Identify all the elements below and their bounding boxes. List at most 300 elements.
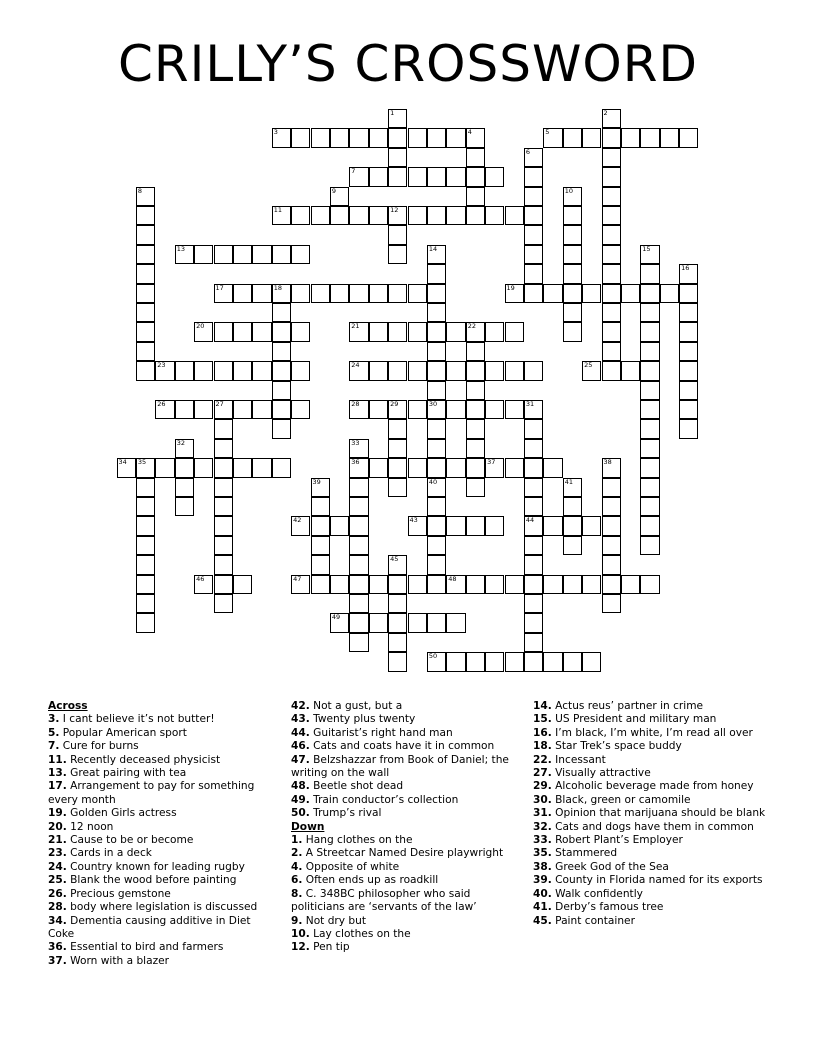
grid-cell[interactable]	[233, 575, 252, 594]
grid-cell[interactable]	[330, 516, 349, 535]
grid-cell[interactable]	[194, 322, 213, 341]
grid-cell[interactable]	[563, 187, 582, 206]
grid-cell[interactable]	[427, 497, 446, 516]
grid-cell[interactable]	[602, 303, 621, 322]
grid-cell[interactable]	[679, 264, 698, 283]
grid-cell[interactable]	[640, 419, 659, 438]
grid-cell[interactable]	[427, 458, 446, 477]
grid-cell[interactable]	[136, 361, 155, 380]
grid-cell[interactable]	[349, 575, 368, 594]
grid-cell[interactable]	[136, 206, 155, 225]
grid-cell[interactable]	[524, 225, 543, 244]
grid-cell[interactable]	[349, 497, 368, 516]
grid-cell[interactable]	[272, 342, 291, 361]
grid-cell[interactable]	[369, 128, 388, 147]
grid-cell[interactable]	[291, 128, 310, 147]
grid-cell[interactable]	[446, 167, 465, 186]
grid-cell[interactable]	[388, 148, 407, 167]
grid-cell[interactable]	[543, 575, 562, 594]
grid-cell[interactable]	[427, 652, 446, 671]
grid-cell[interactable]	[679, 342, 698, 361]
grid-cell[interactable]	[466, 652, 485, 671]
grid-cell[interactable]	[505, 652, 524, 671]
grid-cell[interactable]	[446, 516, 465, 535]
grid-cell[interactable]	[640, 264, 659, 283]
grid-cell[interactable]	[369, 361, 388, 380]
grid-cell[interactable]	[505, 206, 524, 225]
grid-cell[interactable]	[524, 439, 543, 458]
grid-cell[interactable]	[621, 128, 640, 147]
grid-cell[interactable]	[136, 536, 155, 555]
grid-cell[interactable]	[602, 206, 621, 225]
grid-cell[interactable]	[427, 206, 446, 225]
grid-cell[interactable]	[214, 245, 233, 264]
grid-cell[interactable]	[136, 516, 155, 535]
grid-cell[interactable]	[214, 516, 233, 535]
grid-cell[interactable]	[330, 284, 349, 303]
grid-cell[interactable]	[466, 478, 485, 497]
grid-cell[interactable]	[311, 478, 330, 497]
grid-cell[interactable]	[563, 264, 582, 283]
grid-cell[interactable]	[446, 322, 465, 341]
grid-cell[interactable]	[563, 322, 582, 341]
grid-cell[interactable]	[349, 167, 368, 186]
grid-cell[interactable]	[175, 361, 194, 380]
grid-cell[interactable]	[524, 400, 543, 419]
grid-cell[interactable]	[136, 284, 155, 303]
grid-cell[interactable]	[369, 167, 388, 186]
grid-cell[interactable]	[640, 361, 659, 380]
grid-cell[interactable]	[543, 284, 562, 303]
grid-cell[interactable]	[214, 458, 233, 477]
grid-cell[interactable]	[446, 652, 465, 671]
grid-cell[interactable]	[602, 322, 621, 341]
grid-cell[interactable]	[349, 400, 368, 419]
grid-cell[interactable]	[466, 419, 485, 438]
grid-cell[interactable]	[466, 187, 485, 206]
grid-cell[interactable]	[640, 381, 659, 400]
grid-cell[interactable]	[175, 245, 194, 264]
grid-cell[interactable]	[602, 167, 621, 186]
grid-cell[interactable]	[602, 342, 621, 361]
grid-cell[interactable]	[427, 167, 446, 186]
grid-cell[interactable]	[524, 361, 543, 380]
grid-cell[interactable]	[136, 264, 155, 283]
grid-cell[interactable]	[582, 516, 601, 535]
grid-cell[interactable]	[349, 478, 368, 497]
grid-cell[interactable]	[272, 322, 291, 341]
grid-cell[interactable]	[602, 187, 621, 206]
grid-cell[interactable]	[505, 284, 524, 303]
grid-cell[interactable]	[136, 342, 155, 361]
grid-cell[interactable]	[388, 361, 407, 380]
grid-cell[interactable]	[330, 613, 349, 632]
grid-cell[interactable]	[388, 478, 407, 497]
grid-cell[interactable]	[602, 225, 621, 244]
grid-cell[interactable]	[524, 419, 543, 438]
grid-cell[interactable]	[311, 497, 330, 516]
grid-cell[interactable]	[330, 206, 349, 225]
grid-cell[interactable]	[466, 148, 485, 167]
grid-cell[interactable]	[272, 245, 291, 264]
grid-cell[interactable]	[427, 400, 446, 419]
grid-cell[interactable]	[640, 322, 659, 341]
grid-cell[interactable]	[524, 478, 543, 497]
grid-cell[interactable]	[524, 633, 543, 652]
grid-cell[interactable]	[291, 400, 310, 419]
grid-cell[interactable]	[602, 148, 621, 167]
grid-cell[interactable]	[505, 361, 524, 380]
grid-cell[interactable]	[408, 458, 427, 477]
grid-cell[interactable]	[136, 225, 155, 244]
grid-cell[interactable]	[330, 187, 349, 206]
grid-cell[interactable]	[388, 284, 407, 303]
grid-cell[interactable]	[446, 128, 465, 147]
grid-cell[interactable]	[543, 516, 562, 535]
grid-cell[interactable]	[640, 575, 659, 594]
grid-cell[interactable]	[408, 516, 427, 535]
grid-cell[interactable]	[621, 284, 640, 303]
grid-cell[interactable]	[524, 516, 543, 535]
grid-cell[interactable]	[427, 439, 446, 458]
grid-cell[interactable]	[214, 536, 233, 555]
grid-cell[interactable]	[291, 284, 310, 303]
grid-cell[interactable]	[679, 284, 698, 303]
grid-cell[interactable]	[311, 206, 330, 225]
grid-cell[interactable]	[563, 303, 582, 322]
grid-cell[interactable]	[446, 400, 465, 419]
grid-cell[interactable]	[563, 497, 582, 516]
grid-cell[interactable]	[427, 575, 446, 594]
grid-cell[interactable]	[408, 322, 427, 341]
grid-cell[interactable]	[427, 284, 446, 303]
grid-cell[interactable]	[640, 536, 659, 555]
grid-cell[interactable]	[640, 516, 659, 535]
grid-cell[interactable]	[233, 245, 252, 264]
grid-cell[interactable]	[505, 458, 524, 477]
grid-cell[interactable]	[427, 613, 446, 632]
grid-cell[interactable]	[427, 555, 446, 574]
grid-cell[interactable]	[233, 284, 252, 303]
grid-cell[interactable]	[524, 167, 543, 186]
grid-cell[interactable]	[602, 458, 621, 477]
grid-cell[interactable]	[640, 342, 659, 361]
grid-cell[interactable]	[408, 613, 427, 632]
grid-cell[interactable]	[136, 245, 155, 264]
grid-cell[interactable]	[427, 128, 446, 147]
grid-cell[interactable]	[524, 575, 543, 594]
grid-cell[interactable]	[272, 381, 291, 400]
grid-cell[interactable]	[136, 458, 155, 477]
grid-cell[interactable]	[175, 439, 194, 458]
grid-cell[interactable]	[466, 167, 485, 186]
grid-cell[interactable]	[446, 458, 465, 477]
grid-cell[interactable]	[388, 206, 407, 225]
grid-cell[interactable]	[543, 458, 562, 477]
grid-cell[interactable]	[252, 361, 271, 380]
grid-cell[interactable]	[388, 419, 407, 438]
grid-cell[interactable]	[194, 575, 213, 594]
grid-cell[interactable]	[427, 245, 446, 264]
grid-cell[interactable]	[175, 497, 194, 516]
grid-cell[interactable]	[311, 128, 330, 147]
grid-cell[interactable]	[582, 652, 601, 671]
grid-cell[interactable]	[291, 361, 310, 380]
grid-cell[interactable]	[388, 400, 407, 419]
grid-cell[interactable]	[136, 303, 155, 322]
grid-cell[interactable]	[349, 361, 368, 380]
grid-cell[interactable]	[466, 322, 485, 341]
grid-cell[interactable]	[311, 536, 330, 555]
grid-cell[interactable]	[679, 419, 698, 438]
grid-cell[interactable]	[563, 206, 582, 225]
grid-cell[interactable]	[640, 303, 659, 322]
grid-cell[interactable]	[214, 439, 233, 458]
grid-cell[interactable]	[679, 303, 698, 322]
grid-cell[interactable]	[330, 128, 349, 147]
grid-cell[interactable]	[524, 536, 543, 555]
grid-cell[interactable]	[446, 613, 465, 632]
grid-cell[interactable]	[602, 284, 621, 303]
grid-cell[interactable]	[466, 381, 485, 400]
grid-cell[interactable]	[582, 284, 601, 303]
grid-cell[interactable]	[349, 594, 368, 613]
grid-cell[interactable]	[427, 342, 446, 361]
grid-cell[interactable]	[272, 303, 291, 322]
grid-cell[interactable]	[466, 516, 485, 535]
grid-cell[interactable]	[252, 400, 271, 419]
grid-cell[interactable]	[543, 652, 562, 671]
grid-cell[interactable]	[524, 652, 543, 671]
grid-cell[interactable]	[466, 400, 485, 419]
grid-cell[interactable]	[408, 400, 427, 419]
grid-cell[interactable]	[136, 478, 155, 497]
grid-cell[interactable]	[446, 206, 465, 225]
grid-cell[interactable]	[563, 128, 582, 147]
grid-cell[interactable]	[505, 575, 524, 594]
grid-cell[interactable]	[466, 575, 485, 594]
grid-cell[interactable]	[233, 458, 252, 477]
grid-cell[interactable]	[349, 284, 368, 303]
grid-cell[interactable]	[272, 419, 291, 438]
grid-cell[interactable]	[427, 303, 446, 322]
grid-cell[interactable]	[427, 478, 446, 497]
grid-cell[interactable]	[214, 284, 233, 303]
grid-cell[interactable]	[640, 478, 659, 497]
grid-cell[interactable]	[543, 128, 562, 147]
grid-cell[interactable]	[679, 322, 698, 341]
grid-cell[interactable]	[214, 555, 233, 574]
grid-cell[interactable]	[485, 458, 504, 477]
grid-cell[interactable]	[214, 400, 233, 419]
grid-cell[interactable]	[640, 439, 659, 458]
grid-cell[interactable]	[602, 575, 621, 594]
grid-cell[interactable]	[621, 575, 640, 594]
grid-cell[interactable]	[233, 361, 252, 380]
grid-cell[interactable]	[311, 284, 330, 303]
grid-cell[interactable]	[194, 245, 213, 264]
grid-cell[interactable]	[427, 322, 446, 341]
grid-cell[interactable]	[602, 536, 621, 555]
grid-cell[interactable]	[194, 400, 213, 419]
grid-cell[interactable]	[272, 458, 291, 477]
grid-cell[interactable]	[349, 206, 368, 225]
grid-cell[interactable]	[175, 400, 194, 419]
grid-cell[interactable]	[427, 361, 446, 380]
grid-cell[interactable]	[349, 128, 368, 147]
grid-cell[interactable]	[136, 594, 155, 613]
grid-cell[interactable]	[155, 458, 174, 477]
grid-cell[interactable]	[427, 419, 446, 438]
grid-cell[interactable]	[408, 575, 427, 594]
grid-cell[interactable]	[388, 594, 407, 613]
grid-cell[interactable]	[602, 594, 621, 613]
grid-cell[interactable]	[369, 575, 388, 594]
grid-cell[interactable]	[582, 575, 601, 594]
grid-cell[interactable]	[252, 322, 271, 341]
grid-cell[interactable]	[291, 322, 310, 341]
grid-cell[interactable]	[485, 361, 504, 380]
grid-cell[interactable]	[214, 575, 233, 594]
grid-cell[interactable]	[388, 575, 407, 594]
grid-cell[interactable]	[272, 128, 291, 147]
grid-cell[interactable]	[602, 109, 621, 128]
grid-cell[interactable]	[252, 245, 271, 264]
grid-cell[interactable]	[640, 128, 659, 147]
grid-cell[interactable]	[388, 555, 407, 574]
grid-cell[interactable]	[194, 361, 213, 380]
grid-cell[interactable]	[621, 361, 640, 380]
grid-cell[interactable]	[466, 128, 485, 147]
grid-cell[interactable]	[640, 245, 659, 264]
grid-cell[interactable]	[291, 516, 310, 535]
grid-cell[interactable]	[388, 652, 407, 671]
grid-cell[interactable]	[252, 284, 271, 303]
grid-cell[interactable]	[369, 206, 388, 225]
grid-cell[interactable]	[640, 458, 659, 477]
grid-cell[interactable]	[563, 575, 582, 594]
grid-cell[interactable]	[272, 284, 291, 303]
grid-cell[interactable]	[524, 613, 543, 632]
grid-cell[interactable]	[369, 613, 388, 632]
grid-cell[interactable]	[602, 128, 621, 147]
grid-cell[interactable]	[563, 478, 582, 497]
grid-cell[interactable]	[660, 128, 679, 147]
grid-cell[interactable]	[466, 439, 485, 458]
grid-cell[interactable]	[602, 478, 621, 497]
grid-cell[interactable]	[524, 555, 543, 574]
grid-cell[interactable]	[427, 264, 446, 283]
grid-cell[interactable]	[563, 536, 582, 555]
grid-cell[interactable]	[233, 322, 252, 341]
grid-cell[interactable]	[214, 594, 233, 613]
grid-cell[interactable]	[602, 555, 621, 574]
grid-cell[interactable]	[582, 128, 601, 147]
grid-cell[interactable]	[466, 361, 485, 380]
grid-cell[interactable]	[563, 652, 582, 671]
grid-cell[interactable]	[369, 284, 388, 303]
grid-cell[interactable]	[349, 516, 368, 535]
grid-cell[interactable]	[369, 400, 388, 419]
grid-cell[interactable]	[175, 458, 194, 477]
grid-cell[interactable]	[214, 497, 233, 516]
grid-cell[interactable]	[155, 361, 174, 380]
grid-cell[interactable]	[602, 245, 621, 264]
grid-cell[interactable]	[505, 322, 524, 341]
grid-cell[interactable]	[446, 575, 465, 594]
grid-cell[interactable]	[524, 245, 543, 264]
grid-cell[interactable]	[679, 361, 698, 380]
grid-cell[interactable]	[311, 555, 330, 574]
grid-cell[interactable]	[349, 536, 368, 555]
grid-cell[interactable]	[349, 633, 368, 652]
grid-cell[interactable]	[214, 419, 233, 438]
grid-cell[interactable]	[388, 633, 407, 652]
grid-cell[interactable]	[640, 284, 659, 303]
grid-cell[interactable]	[136, 575, 155, 594]
grid-cell[interactable]	[155, 400, 174, 419]
grid-cell[interactable]	[175, 478, 194, 497]
grid-cell[interactable]	[291, 245, 310, 264]
grid-cell[interactable]	[408, 361, 427, 380]
grid-cell[interactable]	[408, 167, 427, 186]
grid-cell[interactable]	[679, 381, 698, 400]
grid-cell[interactable]	[136, 555, 155, 574]
grid-cell[interactable]	[408, 284, 427, 303]
grid-cell[interactable]	[563, 245, 582, 264]
grid-cell[interactable]	[505, 400, 524, 419]
grid-cell[interactable]	[466, 342, 485, 361]
grid-cell[interactable]	[602, 497, 621, 516]
grid-cell[interactable]	[349, 322, 368, 341]
grid-cell[interactable]	[602, 516, 621, 535]
grid-cell[interactable]	[136, 322, 155, 341]
grid-cell[interactable]	[485, 167, 504, 186]
grid-cell[interactable]	[349, 439, 368, 458]
grid-cell[interactable]	[291, 206, 310, 225]
grid-cell[interactable]	[349, 555, 368, 574]
grid-cell[interactable]	[214, 322, 233, 341]
grid-cell[interactable]	[524, 497, 543, 516]
grid-cell[interactable]	[388, 322, 407, 341]
grid-cell[interactable]	[485, 516, 504, 535]
grid-cell[interactable]	[485, 575, 504, 594]
grid-cell[interactable]	[252, 458, 271, 477]
grid-cell[interactable]	[582, 361, 601, 380]
grid-cell[interactable]	[466, 206, 485, 225]
grid-cell[interactable]	[136, 613, 155, 632]
grid-cell[interactable]	[214, 478, 233, 497]
grid-cell[interactable]	[427, 516, 446, 535]
grid-cell[interactable]	[291, 575, 310, 594]
grid-cell[interactable]	[602, 264, 621, 283]
grid-cell[interactable]	[563, 225, 582, 244]
grid-cell[interactable]	[272, 206, 291, 225]
grid-cell[interactable]	[408, 128, 427, 147]
grid-cell[interactable]	[388, 245, 407, 264]
grid-cell[interactable]	[136, 187, 155, 206]
grid-cell[interactable]	[640, 497, 659, 516]
grid-cell[interactable]	[524, 264, 543, 283]
grid-cell[interactable]	[679, 128, 698, 147]
grid-cell[interactable]	[388, 167, 407, 186]
grid-cell[interactable]	[563, 516, 582, 535]
grid-cell[interactable]	[388, 458, 407, 477]
grid-cell[interactable]	[369, 458, 388, 477]
grid-cell[interactable]	[388, 439, 407, 458]
grid-cell[interactable]	[485, 652, 504, 671]
grid-cell[interactable]	[485, 322, 504, 341]
